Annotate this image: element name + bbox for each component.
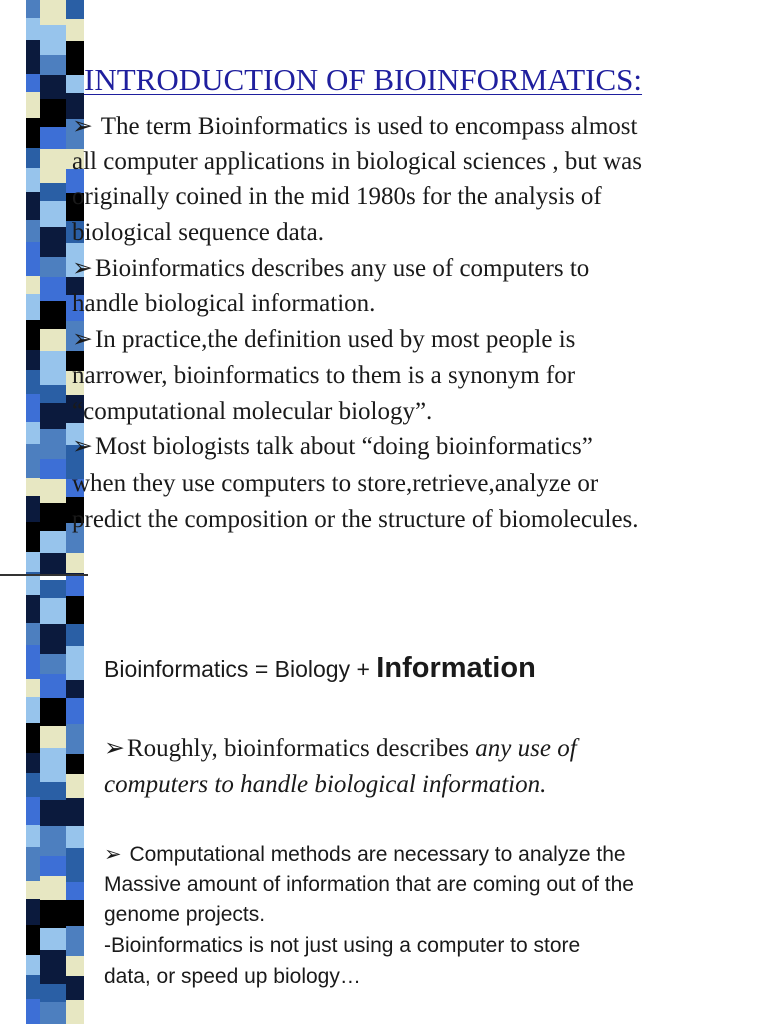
body-line: ➢Most biologists talk about “doing bioinformatics”	[72, 433, 593, 460]
strip-block	[26, 975, 40, 999]
strip-block	[26, 92, 40, 118]
strip-block	[26, 422, 40, 444]
strip-block	[66, 41, 84, 75]
strip-block	[40, 459, 66, 479]
strip-block	[66, 882, 84, 900]
strip-block	[40, 928, 66, 950]
strip-block	[40, 99, 66, 127]
slide-2	[0, 576, 768, 1024]
strip-block	[40, 782, 66, 800]
body-line: when they use computers to store,retrieve,analyze or	[72, 470, 599, 497]
strip-block	[26, 847, 40, 881]
strip-block	[40, 624, 66, 654]
bullet-arrow-icon: ➢	[104, 843, 122, 866]
computational-line: genome projects.	[104, 903, 266, 926]
strip-block	[26, 623, 40, 645]
strip-block	[40, 385, 66, 403]
strip-block	[26, 478, 40, 496]
bullet-arrow-icon: ➢	[72, 255, 93, 282]
strip-block	[40, 984, 66, 1002]
strip-block	[26, 697, 40, 723]
strip-block	[26, 899, 40, 925]
body-line: “computational molecular biology”.	[72, 398, 433, 425]
strip-block	[66, 680, 84, 698]
computational-line: data, or speed up biology…	[104, 965, 361, 988]
slide-title: INTRODUCTION OF BIOINFORMATICS:	[84, 62, 643, 97]
strip-block	[26, 192, 40, 220]
strip-block	[26, 999, 40, 1024]
strip-block	[40, 55, 66, 75]
roughly-line-2: computers to handle biological information.	[104, 771, 547, 798]
strip-block	[26, 595, 40, 623]
strip-block	[40, 748, 66, 782]
strip-block	[40, 351, 66, 385]
strip-block	[40, 201, 66, 227]
strip-block	[66, 1000, 84, 1024]
body-line: originally coined in the mid 1980s for the analysis of	[72, 183, 602, 210]
headline-bold-word: Information	[376, 652, 536, 684]
strip-block	[26, 576, 40, 595]
strip-block	[66, 19, 84, 41]
strip-block	[26, 148, 40, 168]
strip-block	[66, 553, 84, 573]
strip-block	[66, 624, 84, 646]
strip-block	[26, 40, 40, 74]
strip-block	[40, 183, 66, 201]
strip-block	[40, 25, 66, 55]
body-line: ➢In practice,the definition used by most people is	[72, 326, 576, 353]
strip-block	[26, 753, 40, 773]
strip-block	[66, 0, 84, 19]
bullet-arrow-icon: ➢	[104, 735, 125, 762]
strip-block	[26, 645, 40, 679]
strip-column-1	[26, 576, 40, 1024]
strip-block	[40, 598, 66, 624]
strip-block	[40, 301, 66, 329]
strip-block	[26, 18, 40, 40]
strip-block	[40, 403, 66, 429]
strip-block	[26, 679, 40, 697]
strip-block	[40, 149, 66, 183]
strip-block	[26, 522, 40, 552]
strip-block	[40, 257, 66, 277]
strip-block	[26, 118, 40, 148]
strip-block	[40, 800, 66, 826]
strip-block	[40, 329, 66, 351]
strip-block	[26, 242, 40, 276]
strip-block	[66, 926, 84, 956]
strip-block	[40, 698, 66, 726]
strip-block	[40, 127, 66, 149]
body-line: narrower, bioinformatics to them is a synonym for	[72, 362, 576, 389]
equation-headline: Bioinformatics = Biology + Information	[104, 652, 536, 684]
strip-block	[40, 1002, 66, 1024]
strip-block	[66, 976, 84, 1000]
strip-block	[40, 674, 66, 698]
strip-block	[26, 0, 40, 18]
strip-block	[40, 429, 66, 459]
strip-block	[26, 552, 40, 572]
strip-block	[26, 394, 40, 422]
strip-block	[66, 698, 84, 724]
body-line: ➢ The term Bioinformatics is used to encompass almost	[72, 113, 638, 140]
strip-block	[26, 825, 40, 847]
body-line: ➢Bioinformatics describes any use of computers to	[72, 255, 590, 282]
roughly-line-1: ➢Roughly, bioinformatics describes any use of	[104, 732, 577, 766]
strip-block	[40, 531, 66, 553]
strip-block	[26, 496, 40, 522]
bullet-arrow-icon: ➢	[72, 433, 93, 460]
body-line: handle biological information.	[72, 290, 376, 317]
strip-block	[26, 955, 40, 975]
strip-block	[40, 950, 66, 984]
strip-block	[26, 74, 40, 92]
strip-block	[40, 0, 66, 25]
computational-line: -Bioinformatics is not just using a computer to store	[104, 934, 581, 957]
strip-block	[26, 773, 40, 797]
strip-block	[26, 168, 40, 192]
strip-block	[40, 826, 66, 856]
strip-block	[26, 925, 40, 955]
strip-block	[40, 876, 66, 900]
body-line: biological sequence data.	[72, 219, 324, 246]
strip-block	[26, 320, 40, 350]
strip-block	[40, 75, 66, 99]
strip-block	[66, 848, 84, 882]
strip-block	[66, 798, 84, 826]
strip-block	[66, 754, 84, 774]
strip-block	[40, 726, 66, 748]
body-line: all computer applications in biological sciences , but was	[72, 148, 642, 175]
bullet-arrow-icon: ➢	[72, 326, 93, 353]
strip-block	[66, 826, 84, 848]
strip-block	[40, 900, 66, 928]
strip-block	[66, 646, 84, 680]
strip-column-1	[26, 0, 40, 576]
strip-block	[26, 881, 40, 899]
bullet-arrow-icon: ➢	[72, 113, 93, 140]
strip-block	[40, 553, 66, 576]
strip-block	[26, 444, 40, 478]
strip-block	[66, 774, 84, 798]
strip-block	[26, 220, 40, 242]
strip-block	[40, 856, 66, 876]
strip-block	[66, 576, 84, 596]
strip-block	[40, 277, 66, 301]
strip-block	[40, 580, 66, 598]
strip-column-2	[40, 0, 66, 576]
computational-line: Massive amount of information that are coming out of the	[104, 873, 634, 896]
strip-block	[66, 724, 84, 754]
strip-block	[66, 75, 84, 93]
strip-block	[26, 797, 40, 825]
strip-block	[26, 350, 40, 370]
strip-block	[26, 294, 40, 320]
strip-block	[26, 276, 40, 294]
decorative-strip-left	[0, 576, 88, 1024]
strip-block	[26, 370, 40, 394]
computational-line: ➢ Computational methods are necessary to analyze the	[104, 840, 626, 870]
strip-block	[40, 479, 66, 503]
strip-block	[66, 900, 84, 926]
strip-block	[40, 503, 66, 531]
strip-block	[66, 596, 84, 624]
strip-block	[66, 956, 84, 976]
strip-block	[26, 723, 40, 753]
strip-block	[40, 227, 66, 257]
body-line: predict the composition or the structure of biomolecules.	[72, 506, 639, 533]
strip-block	[40, 654, 66, 674]
strip-column-3	[66, 576, 84, 1024]
strip-column-2	[40, 576, 66, 1024]
